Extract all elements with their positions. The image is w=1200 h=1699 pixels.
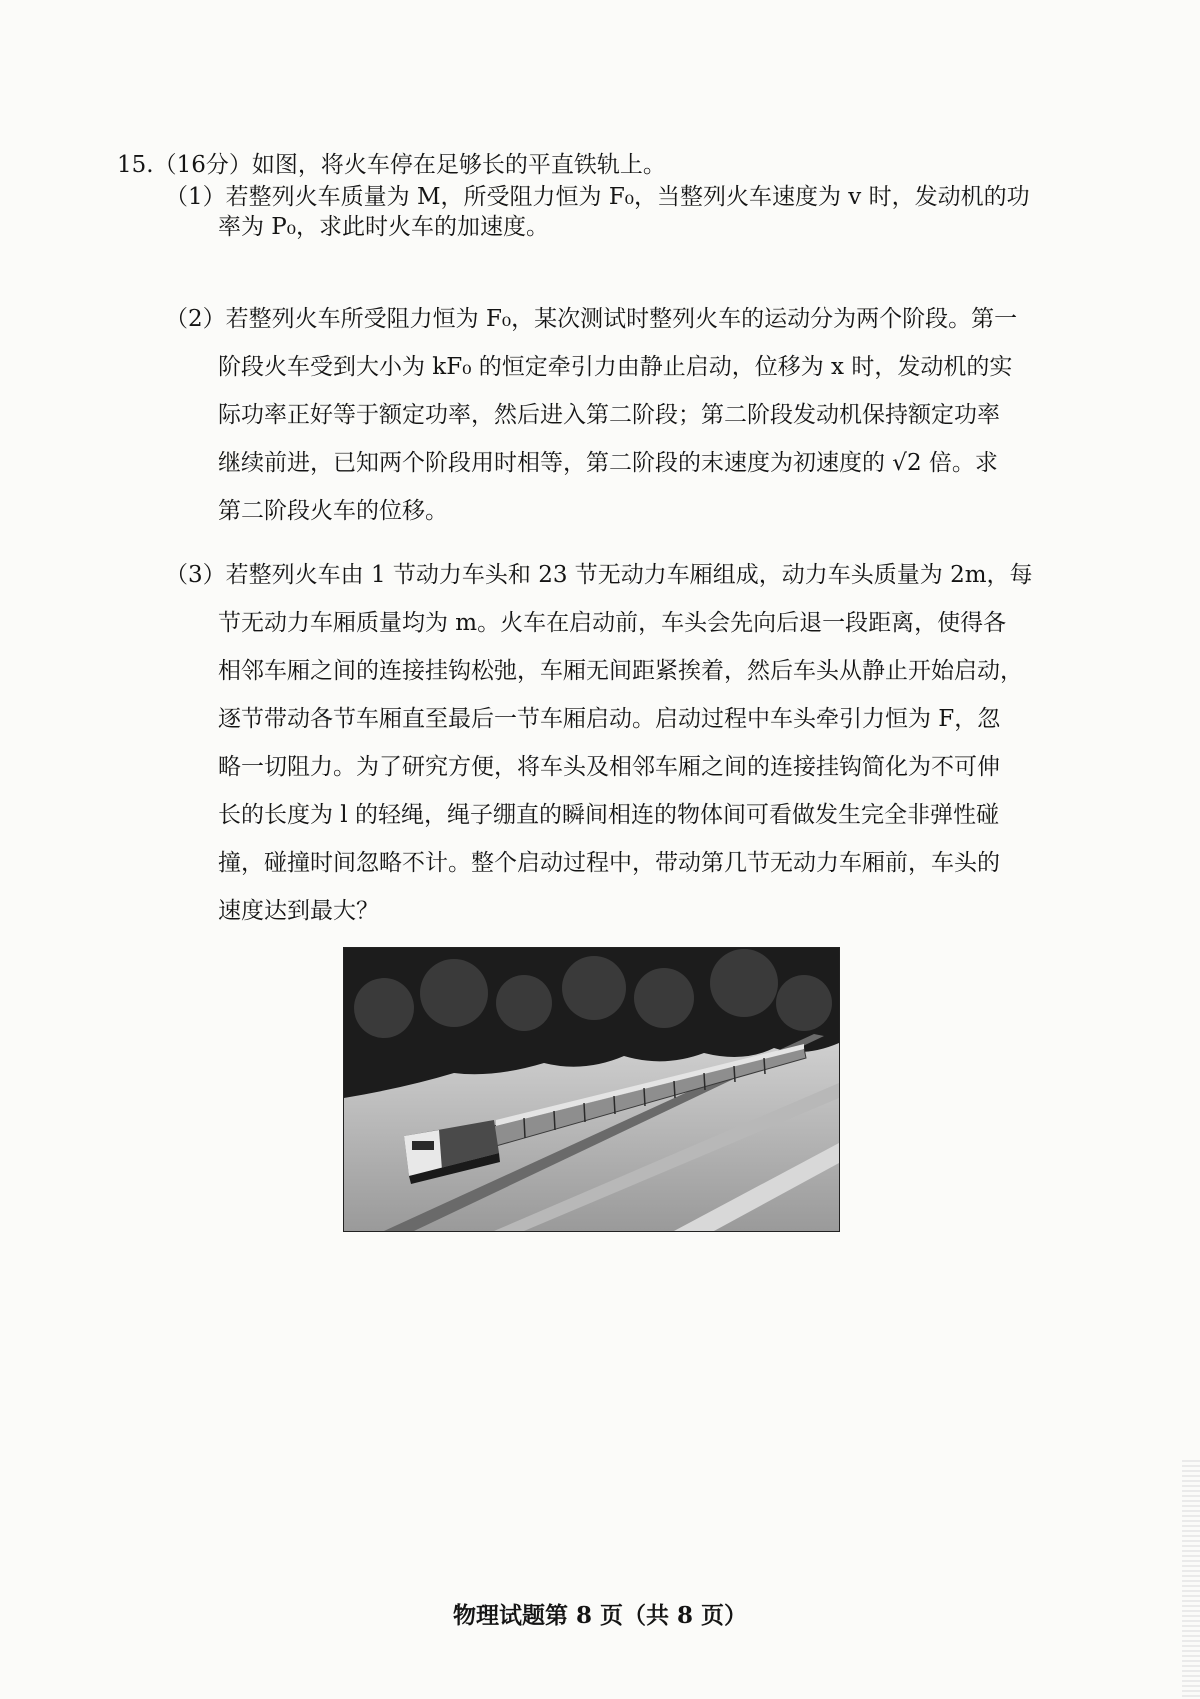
part-3-line-1: （3）若整列火车由 1 节动力车头和 23 节无动力车厢组成，动力车头质量为 2m，每	[165, 562, 1033, 588]
part-3-line-4: 逐节带动各节车厢直至最后一节车厢启动。启动过程中车头牵引力恒为 F，忽	[218, 706, 1001, 732]
part-3-line-7: 撞，碰撞时间忽略不计。整个启动过程中，带动第几节无动力车厢前，车头的	[218, 850, 1000, 876]
part-2-line-5: 第二阶段火车的位移。	[218, 498, 448, 524]
part-3-line-5: 略一切阻力。为了研究方便，将车头及相邻车厢之间的连接挂钩简化为不可伸	[218, 754, 1000, 780]
part-1-label: （1）	[165, 184, 226, 210]
train-photo-illustration	[344, 948, 839, 1231]
part-2-line-4: 继续前进，已知两个阶段用时相等，第二阶段的末速度为初速度的 √2 倍。求	[218, 450, 998, 476]
part-1-line-1: （1）若整列火车质量为 M，所受阻力恒为 F₀，当整列火车速度为 v 时，发动机的功	[165, 184, 1030, 210]
part-3-line-8: 速度达到最大？	[218, 898, 379, 924]
scan-edge-artifact	[1182, 1460, 1200, 1699]
question-part-3	[165, 560, 1070, 926]
part-1-line-2: 率为 P₀，求此时火车的加速度。	[218, 214, 550, 240]
part-3-line-2: 节无动力车厢质量均为 m。火车在启动前，车头会先向后退一段距离，使得各	[218, 610, 1007, 636]
question-part-1	[165, 182, 1070, 242]
part-3-line-3: 相邻车厢之间的连接挂钩松弛，车厢无间距紧挨着，然后车头从静止开始启动，	[218, 658, 1023, 684]
part-2-line-2: 阶段火车受到大小为 kF₀ 的恒定牵引力由静止启动，位移为 x 时，发动机的实	[218, 354, 1013, 380]
part-3-label: （3）	[165, 562, 226, 588]
page-footer: 物理试题第 8 页（共 8 页）	[452, 1602, 748, 1629]
question-part-2	[165, 304, 1070, 526]
part-3-line-6: 长的长度为 l 的轻绳，绳子绷直的瞬间相连的物体间可看做发生完全非弹性碰	[218, 802, 999, 828]
train-photo	[343, 947, 840, 1232]
part-2-line-3: 际功率正好等于额定功率，然后进入第二阶段；第二阶段发动机保持额定功率	[218, 402, 1000, 428]
question-header: 15.（16分）如图，将火车停在足够长的平直铁轨上。	[117, 152, 666, 178]
part-2-label: （2）	[165, 306, 226, 332]
part-2-line-1: （2）若整列火车所受阻力恒为 F₀，某次测试时整列火车的运动分为两个阶段。第一	[165, 306, 1018, 332]
